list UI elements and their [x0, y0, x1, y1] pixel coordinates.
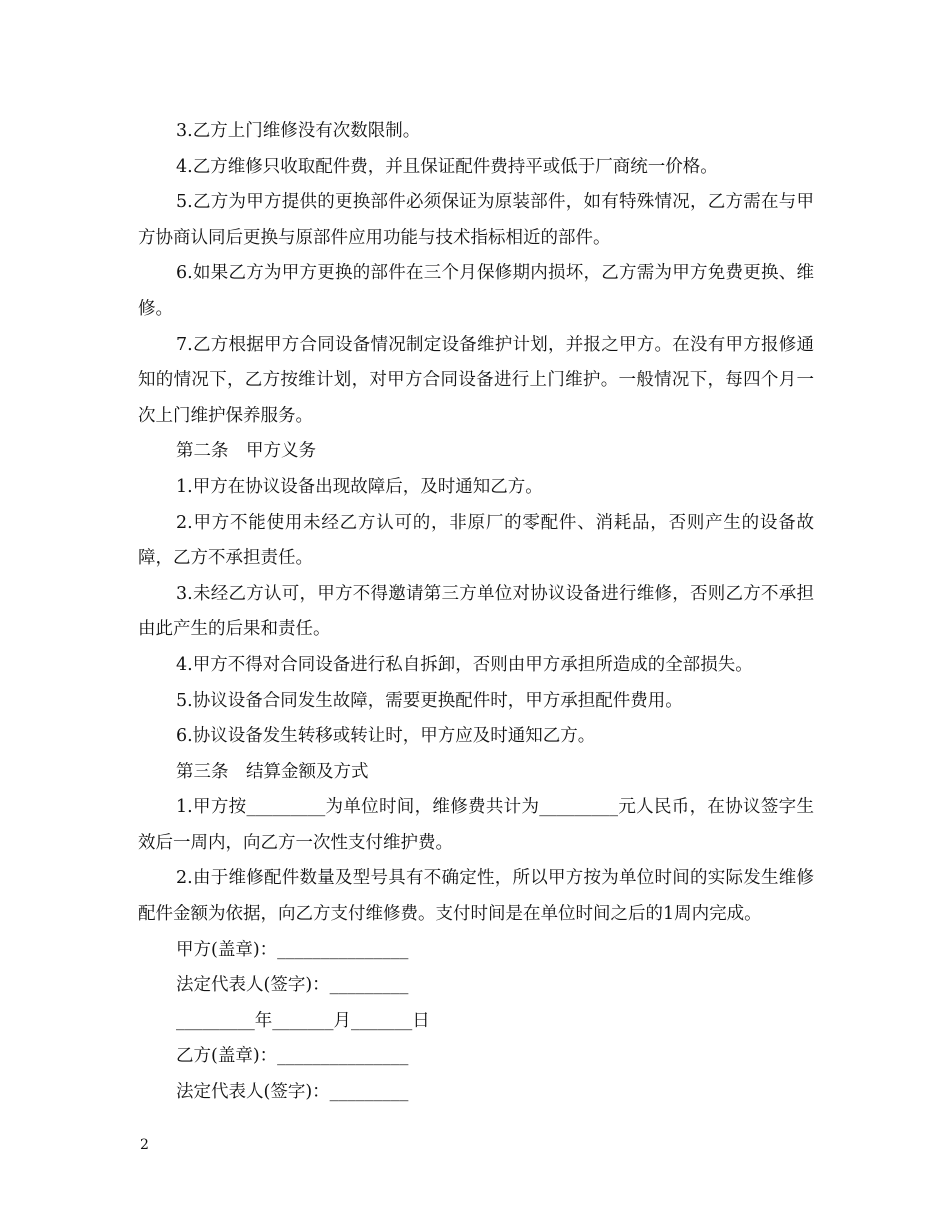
party-a-seal-line: 甲方(盖章)：_______________ — [176, 939, 409, 960]
clause-b-6: 6.如果乙方为甲方更换的部件在三个月保修期内损坏，乙方需为甲方免费更换、维修。 — [138, 263, 814, 319]
clause-b-3: 3.乙方上门维修没有次数限制。 — [176, 121, 421, 141]
clause-a-5: 5.协议设备合同发生故障，需要更换配件时，甲方承担配件费用。 — [176, 690, 683, 711]
clause-a-3: 3.未经乙方认可，甲方不得邀请第三方单位对协议设备进行维修，否则乙方不承担由此产生的后果和责任。 — [138, 583, 814, 640]
clause-a-6: 6.协议设备发生转移或转让时，甲方应及时通知乙方。 — [176, 726, 596, 747]
clause-a-1: 1.甲方在协议设备出现故障后，及时通知乙方。 — [176, 476, 543, 497]
settlement-clause-1: 1.甲方按_________为单位时间，维修费共计为_________元人民币，在协议签字生效后一周内，向乙方一次性支付维护费。 — [138, 797, 814, 853]
article-2-heading: 第二条 甲方义务 — [176, 441, 316, 462]
clause-a-2: 2.甲方不能使用未经乙方认可的，非原厂的零配件、消耗品，否则产生的设备故障，乙方不承担责任。 — [138, 512, 814, 569]
party-b-seal-line: 乙方(盖章)：_______________ — [176, 1046, 409, 1067]
settlement-clause-2: 2.由于维修配件数量及型号具有不确定性，所以甲方按为单位时间的实际发生维修配件金额为依据，向乙方支付维修费。支付时间是在单位时间之后的1周内完成。 — [138, 868, 814, 925]
clause-b-5: 5.乙方为甲方提供的更换部件必须保证为原装部件，如有特殊情况，乙方需在与甲方协商认同后更换与原部件应用功能与技术指标相近的部件。 — [138, 192, 814, 248]
party-a-representative-line: 法定代表人(签字)：_________ — [176, 975, 409, 996]
clause-b-7: 7.乙方根据甲方合同设备情况制定设备维护计划，并报之甲方。在没有甲方报修通知的情况下，乙方按维计划，对甲方合同设备进行上门维护。一般情况下，每四个月一次上门维护保养服务。 — [138, 334, 814, 426]
page-number: 2 — [140, 1137, 149, 1153]
clause-a-4: 4.甲方不得对合同设备进行私自拆卸，否则由甲方承担所造成的全部损失。 — [176, 654, 753, 675]
party-b-representative-line: 法定代表人(签字)：_________ — [176, 1082, 409, 1103]
signing-date-line: _________年_______月_______日 — [176, 1010, 430, 1031]
clause-b-4: 4.乙方维修只收取配件费，并且保证配件费持平或低于厂商统一价格。 — [176, 156, 718, 177]
article-3-heading: 第三条 结算金额及方式 — [176, 761, 369, 782]
document-body — [138, 114, 814, 1111]
